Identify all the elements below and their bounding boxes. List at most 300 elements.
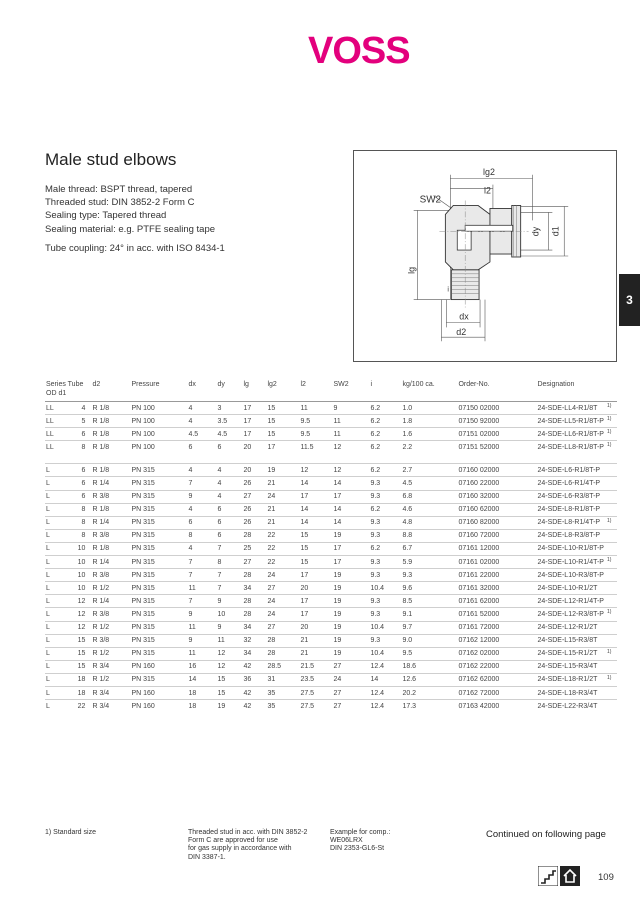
table-cell: 19 bbox=[332, 608, 369, 621]
table-cell: 4 bbox=[187, 402, 216, 415]
table-cell: 07161 22000 bbox=[457, 569, 536, 582]
table-cell: 24-SDE-L10-R3/8T-P bbox=[536, 569, 606, 582]
table-cell: 14 bbox=[299, 477, 332, 490]
table-cell bbox=[606, 490, 617, 503]
table-row bbox=[45, 608, 617, 621]
table-cell: 10 bbox=[65, 542, 92, 555]
table-cell: 28 bbox=[266, 634, 299, 647]
table-cell: 6 bbox=[65, 490, 92, 503]
table-cell: 12.6 bbox=[401, 673, 457, 686]
table-cell: 28 bbox=[242, 595, 266, 608]
table-cell: 34 bbox=[242, 582, 266, 595]
table-cell: L bbox=[45, 647, 65, 660]
table-cell: 9 bbox=[216, 621, 242, 634]
table-cell: 24-SDE-L8-R1/4T-P bbox=[536, 516, 606, 529]
table-cell: 4 bbox=[187, 503, 216, 516]
table-cell: 24-SDE-L6-R1/8T-P bbox=[536, 464, 606, 477]
table-cell: 17 bbox=[242, 428, 266, 441]
table-cell: 20 bbox=[242, 464, 266, 477]
property-sealing-material: Sealing material: e.g. PTFE sealing tape bbox=[45, 223, 216, 235]
table-cell: PN 315 bbox=[130, 556, 187, 569]
table-cell: 15 bbox=[65, 647, 92, 660]
table-cell: 9.3 bbox=[369, 608, 401, 621]
voss-logo: VOSS bbox=[308, 30, 410, 72]
table-cell bbox=[606, 700, 617, 713]
table-cell: R 1/2 bbox=[91, 582, 130, 595]
table-cell: 24-SDE-L10-R1/8T-P bbox=[536, 542, 606, 555]
table-row bbox=[45, 542, 617, 555]
table-cell: 4.6 bbox=[401, 503, 457, 516]
table-cell: 14 bbox=[187, 673, 216, 686]
table-cell: 35 bbox=[266, 686, 299, 699]
table-cell: 9 bbox=[187, 608, 216, 621]
table-row bbox=[45, 621, 617, 634]
table-cell: 9 bbox=[216, 595, 242, 608]
table-cell: 1.8 bbox=[401, 415, 457, 428]
table-cell bbox=[606, 634, 617, 647]
table-cell: 07162 72000 bbox=[457, 686, 536, 699]
table-cell: 20 bbox=[299, 621, 332, 634]
col-dx: dx bbox=[187, 380, 216, 402]
table-cell: 6.2 bbox=[369, 441, 401, 454]
table-cell: 6.2 bbox=[369, 464, 401, 477]
table-cell: R 1/2 bbox=[91, 673, 130, 686]
table-cell: 17 bbox=[332, 490, 369, 503]
col-designation: Designation bbox=[536, 380, 606, 402]
table-cell bbox=[606, 686, 617, 699]
table-cell: 17 bbox=[332, 556, 369, 569]
table-cell: 17 bbox=[299, 608, 332, 621]
table-cell: 9.3 bbox=[369, 556, 401, 569]
table-cell: R 3/8 bbox=[91, 490, 130, 503]
table-cell: 07161 02000 bbox=[457, 556, 536, 569]
table-cell bbox=[606, 542, 617, 555]
table-cell: R 3/8 bbox=[91, 529, 130, 542]
table-cell: L bbox=[45, 556, 65, 569]
table-cell: 12.4 bbox=[369, 660, 401, 673]
table-cell: 4.5 bbox=[216, 428, 242, 441]
table-cell: 4 bbox=[65, 402, 92, 415]
table-cell: PN 315 bbox=[130, 673, 187, 686]
table-cell: 7 bbox=[216, 582, 242, 595]
table-cell: 07161 72000 bbox=[457, 621, 536, 634]
table-cell: 14 bbox=[369, 673, 401, 686]
table-cell bbox=[606, 621, 617, 634]
table-cell: R 1/8 bbox=[91, 542, 130, 555]
table-cell: L bbox=[45, 700, 65, 713]
table-cell: 10 bbox=[216, 608, 242, 621]
dim-d2: d2 bbox=[456, 327, 467, 338]
table-cell: 20.2 bbox=[401, 686, 457, 699]
table-cell: 9.0 bbox=[401, 634, 457, 647]
table-cell: PN 315 bbox=[130, 595, 187, 608]
table-cell: 19 bbox=[266, 464, 299, 477]
table-cell: L bbox=[45, 490, 65, 503]
table-cell: 5 bbox=[65, 415, 92, 428]
col-lg: lg bbox=[242, 380, 266, 402]
table-cell: 24-SDE-L15-R3/4T bbox=[536, 660, 606, 673]
table-cell: 10.4 bbox=[369, 582, 401, 595]
table-cell: 6 bbox=[65, 464, 92, 477]
table-cell: L bbox=[45, 595, 65, 608]
table-cell: 27.5 bbox=[299, 700, 332, 713]
table-cell: 1) bbox=[606, 428, 617, 441]
table-cell: 1) bbox=[606, 647, 617, 660]
table-cell: PN 315 bbox=[130, 529, 187, 542]
table-cell: 07160 62000 bbox=[457, 503, 536, 516]
table-cell: 26 bbox=[242, 503, 266, 516]
table-cell: 32 bbox=[242, 634, 266, 647]
table-cell: 11 bbox=[187, 647, 216, 660]
table-row bbox=[45, 700, 617, 713]
table-cell: 1.6 bbox=[401, 428, 457, 441]
dim-dx: dx bbox=[459, 311, 469, 322]
property-male-thread: Male thread: BSPT thread, tapered bbox=[45, 184, 193, 195]
table-cell: 27 bbox=[266, 582, 299, 595]
table-cell: 42 bbox=[242, 660, 266, 673]
table-cell: 24-SDE-L10-R1/2T bbox=[536, 582, 606, 595]
table-cell: 27 bbox=[332, 660, 369, 673]
table-cell: 6.7 bbox=[401, 542, 457, 555]
table-cell: R 1/4 bbox=[91, 595, 130, 608]
table-cell: 1) bbox=[606, 415, 617, 428]
table-cell: 1) bbox=[606, 556, 617, 569]
table-cell bbox=[606, 464, 617, 477]
table-cell: 3.5 bbox=[216, 415, 242, 428]
table-cell: L bbox=[45, 582, 65, 595]
table-cell: 15 bbox=[266, 415, 299, 428]
table-cell: 4 bbox=[216, 477, 242, 490]
table-cell: 9 bbox=[332, 402, 369, 415]
table-cell: 7 bbox=[216, 569, 242, 582]
table-cell: 6.2 bbox=[369, 428, 401, 441]
home-icon[interactable] bbox=[560, 866, 580, 886]
property-threaded-stud: Threaded stud: DIN 3852-2 Form C bbox=[45, 197, 195, 209]
table-cell: 18 bbox=[187, 686, 216, 699]
table-cell: 9.3 bbox=[369, 529, 401, 542]
table-cell: 1) bbox=[606, 402, 617, 415]
table-row bbox=[45, 634, 617, 647]
table-cell: 24-SDE-L12-R3/8T-P bbox=[536, 608, 606, 621]
property-tube-coupling: Tube coupling: 24° in acc. with ISO 8434-1 bbox=[45, 242, 225, 254]
table-cell: 8.5 bbox=[401, 595, 457, 608]
footer-approval-note: Threaded stud in acc. with DIN 3852-2 Form C are approved for use for gas supply in accordance with DIN 3387-1. bbox=[188, 829, 308, 861]
table-cell: 14 bbox=[299, 516, 332, 529]
continued-note: Continued on following page bbox=[486, 829, 606, 840]
table-cell: L bbox=[45, 569, 65, 582]
table-cell: 07160 22000 bbox=[457, 477, 536, 490]
table-cell: 24-SDE-LL5-R1/8T-P bbox=[536, 415, 606, 428]
table-row bbox=[45, 529, 617, 542]
table-cell: 9.6 bbox=[401, 582, 457, 595]
table-row bbox=[45, 582, 617, 595]
table-cell: 1) bbox=[606, 608, 617, 621]
table-cell bbox=[606, 595, 617, 608]
table-cell: PN 315 bbox=[130, 490, 187, 503]
table-row bbox=[45, 415, 617, 428]
table-cell: L bbox=[45, 660, 65, 673]
table-cell: 8 bbox=[216, 556, 242, 569]
table-cell: R 1/8 bbox=[91, 441, 130, 454]
table-cell: 14 bbox=[332, 477, 369, 490]
table-cell: 23.5 bbox=[299, 673, 332, 686]
table-cell: 07162 62000 bbox=[457, 673, 536, 686]
table-cell: 9.3 bbox=[369, 634, 401, 647]
table-cell: L bbox=[45, 464, 65, 477]
table-cell: PN 160 bbox=[130, 660, 187, 673]
table-cell: 27.5 bbox=[299, 686, 332, 699]
table-cell: 6.2 bbox=[369, 542, 401, 555]
table-cell: R 1/2 bbox=[91, 647, 130, 660]
table-cell: 12 bbox=[65, 608, 92, 621]
table-cell: 11 bbox=[216, 634, 242, 647]
table-cell: 6 bbox=[216, 516, 242, 529]
table-cell: PN 315 bbox=[130, 634, 187, 647]
table-row bbox=[45, 428, 617, 441]
group-spacer bbox=[45, 453, 617, 464]
chapter-tab[interactable]: 3 bbox=[619, 274, 640, 326]
table-cell: 19 bbox=[332, 582, 369, 595]
col-weight: kg/100 ca. bbox=[401, 380, 457, 402]
table-cell: 9.5 bbox=[299, 428, 332, 441]
table-cell: R 1/4 bbox=[91, 477, 130, 490]
table-cell: 6 bbox=[216, 503, 242, 516]
table-cell: 07163 42000 bbox=[457, 700, 536, 713]
table-cell: 8 bbox=[65, 529, 92, 542]
table-cell: 4 bbox=[187, 542, 216, 555]
table-cell: 9.7 bbox=[401, 621, 457, 634]
table-cell: 9.3 bbox=[401, 569, 457, 582]
table-cell: 07162 22000 bbox=[457, 660, 536, 673]
col-order-no: Order-No. bbox=[457, 380, 536, 402]
dim-dy: dy bbox=[530, 226, 541, 237]
table-cell: 28 bbox=[242, 529, 266, 542]
table-cell: 24-SDE-L6-R1/4T-P bbox=[536, 477, 606, 490]
table-cell: 24-SDE-L18-R3/4T bbox=[536, 686, 606, 699]
table-cell: 1) bbox=[606, 441, 617, 454]
table-row bbox=[45, 673, 617, 686]
table-cell: 36 bbox=[242, 673, 266, 686]
table-cell: 17 bbox=[299, 490, 332, 503]
table-cell: 12 bbox=[216, 647, 242, 660]
table-cell: 07161 32000 bbox=[457, 582, 536, 595]
table-cell: 17.3 bbox=[401, 700, 457, 713]
table-cell: 17 bbox=[299, 595, 332, 608]
table-cell: 8.8 bbox=[401, 529, 457, 542]
table-cell: PN 315 bbox=[130, 608, 187, 621]
table-cell: 1) bbox=[606, 516, 617, 529]
table-cell: LL bbox=[45, 415, 65, 428]
table-cell: 24-SDE-L15-R3/8T bbox=[536, 634, 606, 647]
table-cell: 6.2 bbox=[369, 415, 401, 428]
table-cell: 22 bbox=[266, 542, 299, 555]
table-cell: 7 bbox=[216, 542, 242, 555]
table-cell: 24-SDE-L18-R1/2T bbox=[536, 673, 606, 686]
table-cell: 12 bbox=[65, 595, 92, 608]
table-cell: 31 bbox=[266, 673, 299, 686]
table-cell: 11 bbox=[299, 402, 332, 415]
table-cell: 7 bbox=[187, 556, 216, 569]
table-cell: 6.2 bbox=[369, 402, 401, 415]
table-cell: L bbox=[45, 673, 65, 686]
stairs-icon[interactable] bbox=[538, 866, 558, 886]
table-cell bbox=[606, 569, 617, 582]
table-cell: 8 bbox=[187, 529, 216, 542]
dim-lg2: lg2 bbox=[483, 166, 495, 177]
table-cell: 15 bbox=[216, 686, 242, 699]
table-cell: 9.3 bbox=[369, 595, 401, 608]
table-cell: 17 bbox=[242, 415, 266, 428]
table-cell: LL bbox=[45, 402, 65, 415]
table-cell: 07161 52000 bbox=[457, 608, 536, 621]
table-cell: 24-SDE-L10-R1/4T-P bbox=[536, 556, 606, 569]
table-cell: L bbox=[45, 477, 65, 490]
table-cell: 9 bbox=[187, 490, 216, 503]
table-cell: 24-SDE-LL6-R1/8T-P bbox=[536, 428, 606, 441]
table-cell: 19 bbox=[332, 621, 369, 634]
table-cell: 8 bbox=[65, 503, 92, 516]
table-cell: 7 bbox=[187, 595, 216, 608]
table-cell: 24 bbox=[332, 673, 369, 686]
table-cell: 19 bbox=[332, 569, 369, 582]
table-cell: 6 bbox=[187, 516, 216, 529]
table-cell: 11 bbox=[332, 428, 369, 441]
dim-lg: lg bbox=[406, 266, 417, 274]
table-cell: 27 bbox=[242, 490, 266, 503]
table-cell: 7 bbox=[187, 477, 216, 490]
table-row bbox=[45, 477, 617, 490]
table-cell: PN 315 bbox=[130, 542, 187, 555]
table-cell: 4 bbox=[216, 464, 242, 477]
table-cell: PN 315 bbox=[130, 464, 187, 477]
table-row bbox=[45, 402, 617, 415]
table-cell: 24-SDE-LL4-R1/8T bbox=[536, 402, 606, 415]
table-cell: 24 bbox=[266, 569, 299, 582]
table-cell: 24-SDE-L12-R1/4T-P bbox=[536, 595, 606, 608]
table-cell: PN 100 bbox=[130, 428, 187, 441]
table-cell: 15 bbox=[266, 428, 299, 441]
table-cell: 07150 92000 bbox=[457, 415, 536, 428]
table-cell: 8 bbox=[65, 441, 92, 454]
table-cell: 24 bbox=[266, 490, 299, 503]
table-cell: 9 bbox=[187, 634, 216, 647]
table-cell: 10 bbox=[65, 556, 92, 569]
table-cell: 7 bbox=[187, 569, 216, 582]
table-cell: 07151 52000 bbox=[457, 441, 536, 454]
table-cell: 10.4 bbox=[369, 647, 401, 660]
table-cell: 21 bbox=[299, 647, 332, 660]
col-dy: dy bbox=[216, 380, 242, 402]
properties-block bbox=[45, 183, 225, 255]
table-cell: L bbox=[45, 686, 65, 699]
table-cell: 4 bbox=[216, 490, 242, 503]
table-cell: PN 315 bbox=[130, 516, 187, 529]
table-cell: R 1/8 bbox=[91, 464, 130, 477]
spec-table-body bbox=[45, 402, 617, 713]
table-row bbox=[45, 516, 617, 529]
table-cell: 12.4 bbox=[369, 700, 401, 713]
table-cell: R 3/8 bbox=[91, 569, 130, 582]
table-row bbox=[45, 503, 617, 516]
table-cell: 9.3 bbox=[369, 490, 401, 503]
table-cell: L bbox=[45, 621, 65, 634]
table-cell: R 1/8 bbox=[91, 402, 130, 415]
table-cell: L bbox=[45, 542, 65, 555]
table-cell: PN 100 bbox=[130, 402, 187, 415]
table-cell: 17 bbox=[266, 441, 299, 454]
table-cell: R 1/2 bbox=[91, 621, 130, 634]
table-cell: 9.5 bbox=[299, 415, 332, 428]
table-cell: R 1/4 bbox=[91, 516, 130, 529]
col-d2: d2 bbox=[91, 380, 130, 402]
table-cell: 34 bbox=[242, 647, 266, 660]
table-cell: 20 bbox=[299, 582, 332, 595]
table-cell: 17 bbox=[242, 402, 266, 415]
table-cell: 21 bbox=[299, 634, 332, 647]
table-cell: R 1/8 bbox=[91, 503, 130, 516]
table-cell: 26 bbox=[242, 516, 266, 529]
dim-d1: d1 bbox=[550, 226, 561, 237]
table-cell: 6 bbox=[216, 441, 242, 454]
table-cell: L bbox=[45, 529, 65, 542]
table-cell: 24 bbox=[266, 595, 299, 608]
table-cell: 27 bbox=[332, 686, 369, 699]
table-cell: 17 bbox=[299, 569, 332, 582]
table-cell: 14 bbox=[299, 503, 332, 516]
table-cell: LL bbox=[45, 441, 65, 454]
table-row bbox=[45, 490, 617, 503]
table-cell: 22 bbox=[266, 556, 299, 569]
table-cell: 25 bbox=[242, 542, 266, 555]
table-cell: 07161 12000 bbox=[457, 542, 536, 555]
table-cell: 9.5 bbox=[401, 647, 457, 660]
table-cell: 07160 32000 bbox=[457, 490, 536, 503]
table-cell: 4.5 bbox=[187, 428, 216, 441]
table-cell: 10.4 bbox=[369, 621, 401, 634]
table-row bbox=[45, 660, 617, 673]
technical-drawing bbox=[353, 150, 617, 362]
table-cell: 24-SDE-L8-R3/8T-P bbox=[536, 529, 606, 542]
table-cell: 18 bbox=[65, 686, 92, 699]
table-cell: 21.5 bbox=[299, 660, 332, 673]
table-cell: 6 bbox=[65, 428, 92, 441]
table-cell: 9.3 bbox=[369, 516, 401, 529]
table-cell: 12 bbox=[332, 441, 369, 454]
property-sealing-type: Sealing type: Tapered thread bbox=[45, 210, 167, 222]
table-row bbox=[45, 464, 617, 477]
footnote-standard-size: 1) Standard size bbox=[45, 829, 96, 836]
col-i: i bbox=[369, 380, 401, 402]
table-cell: R 1/8 bbox=[91, 428, 130, 441]
table-cell: 07162 02000 bbox=[457, 647, 536, 660]
nav-icons bbox=[538, 866, 580, 886]
table-cell: 14 bbox=[332, 516, 369, 529]
table-cell: 24 bbox=[266, 608, 299, 621]
table-cell: 19 bbox=[332, 647, 369, 660]
table-cell: 18.6 bbox=[401, 660, 457, 673]
col-l2: l2 bbox=[299, 380, 332, 402]
table-cell: 24-SDE-L15-R1/2T bbox=[536, 647, 606, 660]
table-cell: 27 bbox=[332, 700, 369, 713]
table-cell: PN 100 bbox=[130, 415, 187, 428]
table-row bbox=[45, 647, 617, 660]
table-cell: 11 bbox=[332, 415, 369, 428]
table-cell: 35 bbox=[266, 700, 299, 713]
table-cell: R 3/4 bbox=[91, 686, 130, 699]
table-cell: 12 bbox=[216, 660, 242, 673]
table-cell: 6 bbox=[216, 529, 242, 542]
table-cell: R 3/8 bbox=[91, 608, 130, 621]
